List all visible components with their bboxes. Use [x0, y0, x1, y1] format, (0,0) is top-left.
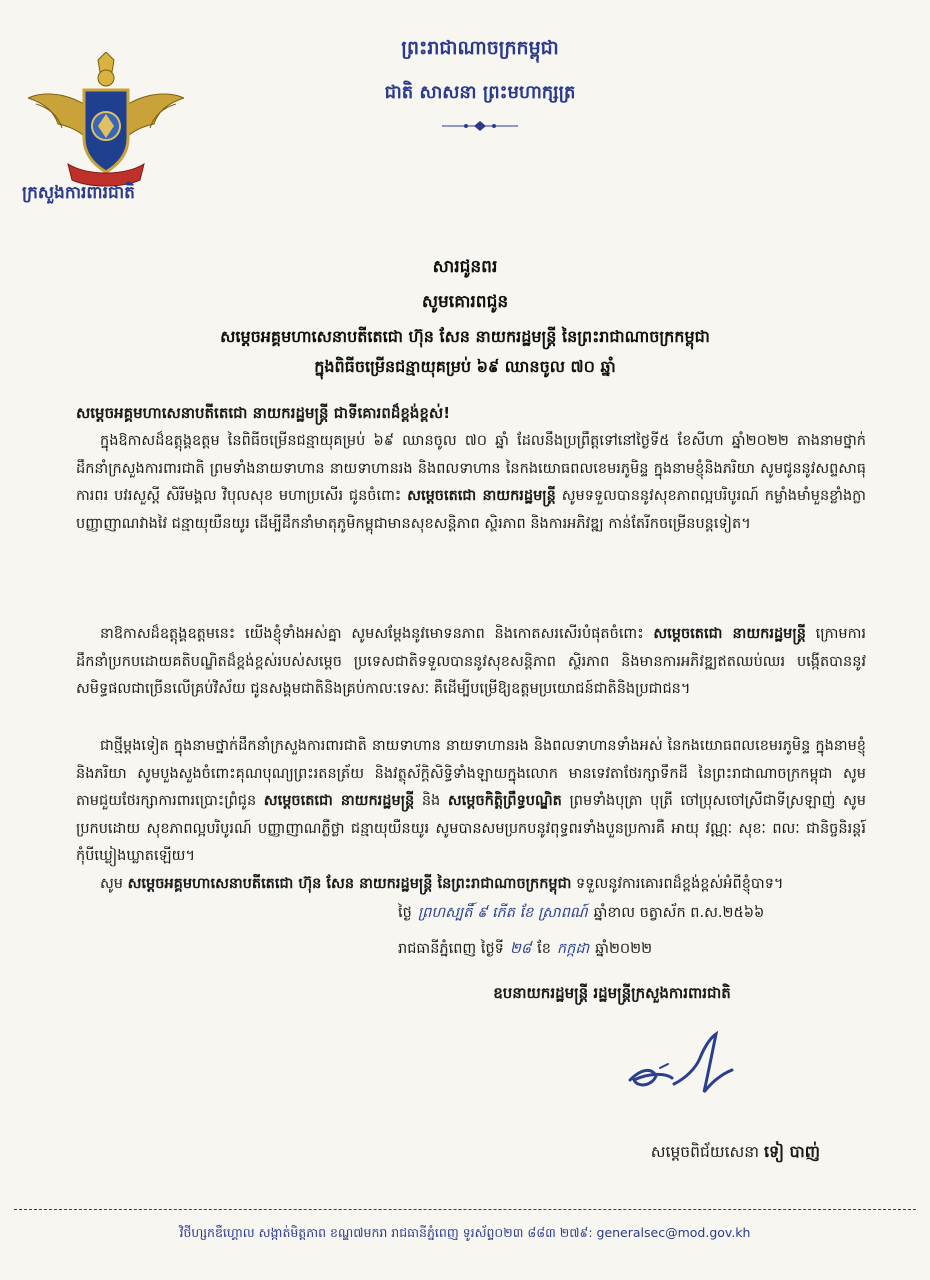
ministry-name: ក្រសួងការពារជាតិ	[22, 183, 135, 203]
recipient-line: សម្តេចអគ្គមហាសេនាបតីតេជោ ហ៊ុន សែន នាយករដ្ឋមន្ត្រី នៃព្រះរាជាណាចក្រកម្ពុជា	[220, 327, 710, 346]
year-label: ឆ្នាំ២០២២	[595, 941, 653, 957]
signatory-rank: សម្តេចពិជ័យសេនា	[650, 1143, 760, 1161]
lunar-date-line	[398, 904, 818, 925]
bold-name-segment: សម្តេចតេជោ នាយករដ្ឋមន្ត្រី	[407, 488, 556, 504]
text-segment: ក្នុងឱកាសដ៏ឧត្តុង្គឧត្តម នៃពិធីចម្រើនជន្មាយុគម្រប់ ៦៩ ឈានចូល ៧០ ឆ្នាំ ដែលនឹងប្រព្រឹត្តទៅនៅថ្ងៃទី៥ ខែសីហា ឆ្នាំ២០២២ តាងនាមថ្នាក់ដឹកនាំក្រសួងការពារជាតិ ព្រមទាំងនាយទាហាន នាយទាហានរង និងពលទាហាន នៃកងយោធពលខេមរភូមិន្ទ ក្នុងនាមខ្ញុំនិងភរិយា សូមជូននូវសព្ទសាធុការពរ បវរសួស្តី សិរីមង្គល វិបុលសុខ មហាប្រសើរ ជូនចំពោះ	[76, 433, 866, 504]
ornament-divider-icon	[440, 118, 520, 134]
text-segment: ទទួលនូវការគោរពដ៏ខ្ពង់ខ្ពស់អំពីខ្ញុំបាទ។	[571, 876, 784, 892]
occasion-line: ក្នុងពិធីចម្រើនជន្មាយុគម្រប់ ៦៩ ឈានចូល ៧០ ឆ្នាំ	[314, 357, 616, 376]
paragraph-1	[76, 428, 866, 538]
text-segment: ព្រមទាំងបុត្រា បុត្រី ចៅប្រុសចៅស្រីជាទីស្រឡាញ់ សូមប្រកបដោយ សុខភាពល្អបរិបូរណ៍ បញ្ញាញាណភ្លឺថ្លា ជន្មាយុយឺនយូរ សូមបានសមប្រកបនូវពុទ្ធពរទាំងបួនប្រការគឺ អាយុ វណ្ណៈ សុខៈ ពលៈ ជានិច្ចនិរន្តរ៍កុំបីឃ្លៀងឃ្លាតឡើយ។	[76, 793, 866, 864]
city-prefix: រាជធានីភ្នំពេញ ថ្ងៃទី	[398, 941, 504, 957]
bold-name-segment: សម្តេចតេជោ នាយករដ្ឋមន្ត្រី	[263, 793, 415, 809]
salutation: សម្តេចអគ្គមហាសេនាបតីតេជោ នាយករដ្ឋមន្ត្រី ជាទីគោរពដ៏ខ្ពង់ខ្ពស់!	[76, 404, 451, 422]
signatory-name	[540, 1141, 820, 1165]
text-segment: សូម	[100, 876, 128, 892]
bold-name-segment: សម្តេចកិត្តិព្រឹទ្ធបណ្ឌិត	[447, 793, 562, 809]
lunar-year: ឆ្នាំខាល ចត្វាស័ក ព.ស.២៥៦៦	[593, 905, 765, 921]
footer-address: វិថីហ្សកឌឺហ្គោល សង្កាត់មិត្តភាព ខណ្ឌ៧មករា រាជធានីភ្នំពេញ ទូរស័ព្ទ០២៣ ៨៨៣ ២៧៩: generalsec@mod.gov.kh	[179, 1225, 751, 1240]
bold-name-segment: សម្តេចតេជោ នាយករដ្ឋមន្ត្រី	[653, 626, 806, 642]
footer-divider	[14, 1209, 916, 1210]
lunar-prefix: ថ្ងៃ	[398, 905, 412, 921]
paragraph-3	[76, 733, 866, 871]
handwritten-day: ២៨	[509, 941, 532, 957]
text-segment: សូមទទួលបាននូវសុខភាពល្អបរិបូរណ៍ កម្លាំងមាំមួនខ្លាំងក្លា បញ្ញាញាណវាងវៃ ជន្មាយុយឺនយូរ ដើម្បីដឹកនាំមាតុភូមិកម្ពុជាមានសុខសន្តិភាព ស្ថិរភាព និងការអភិវឌ្ឍ កាន់តែរីកចម្រើនបន្តទៀត។	[76, 488, 866, 532]
paragraph-2	[76, 621, 866, 704]
bold-name-segment: សម្តេចអគ្គមហាសេនាបតីតេជោ ហ៊ុន សែន នាយករដ្ឋមន្ត្រី នៃព្រះរាជាណាចក្រកម្ពុជា	[127, 876, 572, 892]
text-segment: ក្រោមការដឹកនាំប្រកបដោយគតិបណ្ឌិតដ៏ខ្ពង់ខ្ពស់របស់សម្តេច ប្រទេសជាតិទទួលបាននូវសុខសន្តិភាព ស្ថិរភាព និងមានការអភិវឌ្ឍឥតឈប់ឈរ បង្កើតបាននូវសមិទ្ធផលជាច្រើនលើគ្រប់វិស័យ ជូនសង្គមជាតិនិងគ្រប់កាលៈទេសៈ គឺដើម្បីបម្រើឱ្យឧត្តមប្រយោជន៍ជាតិនិងប្រជាជន។	[76, 626, 866, 697]
signatory-full-name: ទៀ បាញ់	[763, 1142, 820, 1161]
kingdom-title: ព្រះរាជាណាចក្រកម្ពុជា	[401, 37, 559, 59]
solar-date-line	[398, 940, 818, 961]
text-segment: នាឱកាសដ៏ឧត្តុង្គឧត្តមនេះ យើងខ្ញុំទាំងអស់គ្នា សូមសម្តែងនូវមោទនភាព និងកោតសរសើរបំផុតចំពោះ	[100, 626, 654, 642]
handwritten-month: កក្កដា	[556, 941, 590, 957]
respect-heading: សូមគោរពជូន	[421, 292, 509, 312]
handwritten-lunar-day: ព្រហស្បតិ៍ ៩ កើត ខែ ស្រាពណ៍	[417, 905, 588, 921]
letter-type-heading: សារជូនពរ	[432, 257, 498, 277]
month-label: ខែ	[537, 941, 551, 957]
ministry-emblem-icon	[28, 52, 184, 192]
paragraph-4	[76, 871, 866, 899]
text-segment: និង	[414, 793, 448, 809]
signatory-title: ឧបនាយករដ្ឋមន្ត្រី រដ្ឋមន្ត្រីក្រសួងការពារជាតិ	[493, 984, 731, 1002]
national-motto: ជាតិ សាសនា ព្រះមហាក្សត្រ	[384, 82, 576, 103]
text-segment: ជាថ្មីម្តងទៀត ក្នុងនាមថ្នាក់ដឹកនាំក្រសួងការពារជាតិ នាយទាហាន នាយទាហានរង និងពលទាហានទាំងអស់ នៃកងយោធពលខេមរភូមិន្ទ ក្នុងនាមខ្ញុំនិងភរិយា សូមបួងសួងចំពោះគុណបុណ្យព្រះរតនត្រ័យ និងវត្ថុស័ក្តិសិទ្ធិទាំងឡាយក្នុងលោក មានទេវតាថែរក្សាទឹកដី នៃព្រះរាជាណាចក្រកម្ពុជា សូមតាមជួយថែរក្សាការពារប្រោះព្រំជូន	[76, 738, 866, 809]
handwritten-signature-icon	[612, 1028, 742, 1108]
